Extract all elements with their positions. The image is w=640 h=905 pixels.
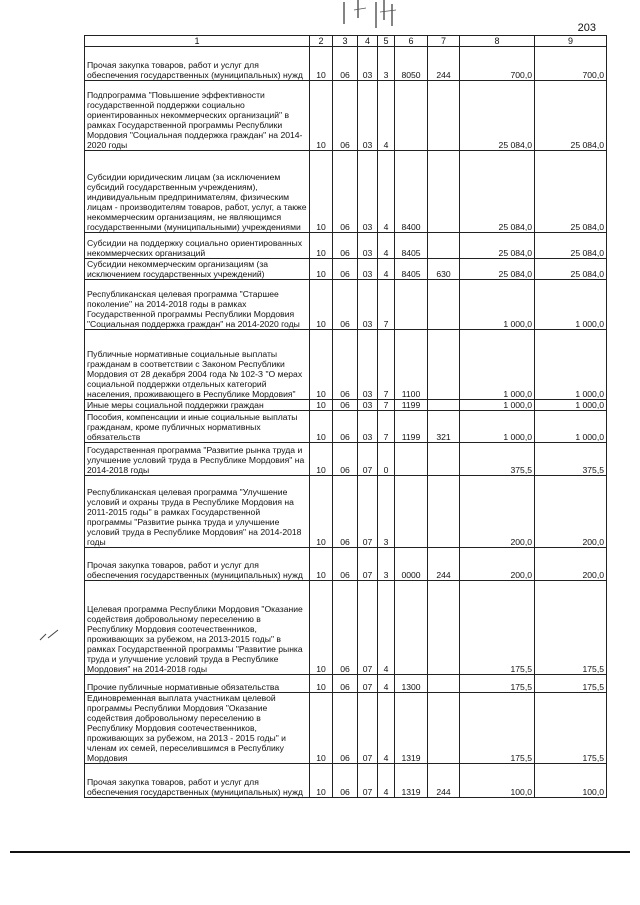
row-value-cell xyxy=(395,280,428,330)
table-row xyxy=(85,548,607,581)
row-value-cell: 8050 xyxy=(395,47,428,81)
row-value-cell: 4 xyxy=(378,581,395,675)
row-value-cell: 10 xyxy=(310,151,333,233)
row-value-cell: 7 xyxy=(378,400,395,411)
row-value-cell: 100,0 xyxy=(460,764,535,798)
row-value-cell: 175,5 xyxy=(535,693,607,764)
row-value-cell xyxy=(428,233,460,259)
column-header: 5 xyxy=(378,36,395,47)
row-value-cell: 8405 xyxy=(395,233,428,259)
table-row xyxy=(85,581,607,675)
row-value-cell: 06 xyxy=(333,47,358,81)
row-value-cell: 4 xyxy=(378,81,395,151)
row-value-cell: 06 xyxy=(333,443,358,476)
row-value-cell: 175,5 xyxy=(535,581,607,675)
row-value-cell: 25 084,0 xyxy=(535,259,607,280)
row-value-cell: 244 xyxy=(428,47,460,81)
row-value-cell: 3 xyxy=(378,476,395,548)
row-value-cell: 10 xyxy=(310,280,333,330)
table-row xyxy=(85,693,607,764)
row-value-cell xyxy=(428,330,460,400)
row-value-cell: 1199 xyxy=(395,411,428,443)
table-row xyxy=(85,81,607,151)
row-value-cell: 07 xyxy=(358,476,378,548)
row-value-cell: 4 xyxy=(378,233,395,259)
row-value-cell: 175,5 xyxy=(460,675,535,693)
table-row xyxy=(85,476,607,548)
row-value-cell: 10 xyxy=(310,81,333,151)
column-header: 4 xyxy=(358,36,378,47)
row-value-cell: 1 000,0 xyxy=(535,280,607,330)
row-value-cell: 4 xyxy=(378,693,395,764)
row-value-cell xyxy=(428,400,460,411)
row-description-cell: Единовременная выплата участникам целевой программы Республики Мордовия "Оказание содействия добровольному переселению в Республику Мордовия соотечественников, проживающих за рубежом, на 2013 - 2015 годы" и членам их семей, переселившимся в Республику Мордовия xyxy=(85,693,310,764)
row-value-cell: 25 084,0 xyxy=(460,259,535,280)
table-row xyxy=(85,280,607,330)
row-value-cell: 06 xyxy=(333,476,358,548)
scan-mark-left xyxy=(38,628,60,642)
row-value-cell: 321 xyxy=(428,411,460,443)
row-value-cell: 4 xyxy=(378,259,395,280)
row-value-cell: 03 xyxy=(358,411,378,443)
row-description-cell: Целевая программа Республики Мордовия "Оказание содействия добровольному переселению в Республику Мордовия соотечественников, проживающих за рубежом, на 2013-2015 годы" в рамках Государственной программы "Развитие рынка труда и улучшение условий труда в Республике Мордовия" на 2014-2018 годы xyxy=(85,581,310,675)
row-value-cell: 06 xyxy=(333,330,358,400)
row-description-cell: Подпрограмма "Повышение эффективности государственной поддержки социально ориентированных некоммерческих организаций" в рамках Государственной программы Республики Мордовия "Социальная поддержка граждан" на 2014-2020 годы xyxy=(85,81,310,151)
row-value-cell: 10 xyxy=(310,400,333,411)
row-value-cell: 8400 xyxy=(395,151,428,233)
row-value-cell: 06 xyxy=(333,581,358,675)
row-value-cell xyxy=(395,581,428,675)
row-description-cell: Публичные нормативные социальные выплаты гражданам в соответствии с Законом Республики Мордовия от 28 декабря 2004 года № 102-З "О мерах социальной поддержки отдельных категорий населения, проживающего в Республике Мордовия" xyxy=(85,330,310,400)
row-value-cell: 03 xyxy=(358,81,378,151)
row-value-cell: 10 xyxy=(310,764,333,798)
row-value-cell: 7 xyxy=(378,411,395,443)
row-value-cell: 3 xyxy=(378,548,395,581)
row-description-cell: Прочая закупка товаров, работ и услуг для обеспечения государственных (муниципальных) нужд xyxy=(85,764,310,798)
row-value-cell: 07 xyxy=(358,443,378,476)
row-value-cell xyxy=(428,280,460,330)
row-value-cell: 630 xyxy=(428,259,460,280)
row-value-cell: 10 xyxy=(310,259,333,280)
row-value-cell: 4 xyxy=(378,675,395,693)
row-value-cell: 06 xyxy=(333,548,358,581)
row-value-cell: 200,0 xyxy=(460,548,535,581)
row-description-cell: Субсидии юридическим лицам (за исключением субсидий государственным учреждениям), индивидуальным предпринимателям, физическим лицам - производителям товаров, работ, услуг, а также некоммерческим организациям, не являющимся государственными (муниципальными) учреждениями xyxy=(85,151,310,233)
row-value-cell: 07 xyxy=(358,548,378,581)
row-value-cell: 244 xyxy=(428,548,460,581)
row-description-cell: Пособия, компенсации и иные социальные выплаты гражданам, кроме публичных нормативных обязательств xyxy=(85,411,310,443)
row-value-cell: 200,0 xyxy=(535,476,607,548)
column-header: 2 xyxy=(310,36,333,47)
row-value-cell: 7 xyxy=(378,330,395,400)
row-value-cell: 175,5 xyxy=(460,581,535,675)
row-value-cell: 1300 xyxy=(395,675,428,693)
row-value-cell: 06 xyxy=(333,764,358,798)
column-header: 1 xyxy=(85,36,310,47)
row-value-cell: 25 084,0 xyxy=(460,233,535,259)
row-value-cell: 700,0 xyxy=(535,47,607,81)
row-description-cell: Республиканская целевая программа "Улучшение условий и охраны труда в Республике Мордовия на 2011-2015 годы" в рамках Государственной программы "Развитие рынка труда и улучшение условий труда в Республике Мордовия" на 2014-2018 годы xyxy=(85,476,310,548)
row-value-cell: 10 xyxy=(310,47,333,81)
row-value-cell: 10 xyxy=(310,330,333,400)
row-value-cell: 1 000,0 xyxy=(460,400,535,411)
row-value-cell: 4 xyxy=(378,151,395,233)
row-value-cell: 25 084,0 xyxy=(535,81,607,151)
row-value-cell: 06 xyxy=(333,151,358,233)
row-value-cell: 244 xyxy=(428,764,460,798)
budget-table xyxy=(84,35,607,798)
row-value-cell: 06 xyxy=(333,693,358,764)
table-row xyxy=(85,411,607,443)
column-header: 3 xyxy=(333,36,358,47)
row-value-cell: 1 000,0 xyxy=(460,411,535,443)
row-value-cell: 06 xyxy=(333,259,358,280)
table-row xyxy=(85,330,607,400)
row-value-cell: 10 xyxy=(310,693,333,764)
row-value-cell: 03 xyxy=(358,233,378,259)
row-value-cell: 06 xyxy=(333,675,358,693)
row-value-cell: 06 xyxy=(333,81,358,151)
table-row xyxy=(85,233,607,259)
row-value-cell: 03 xyxy=(358,280,378,330)
column-header: 6 xyxy=(395,36,428,47)
row-value-cell xyxy=(428,476,460,548)
row-value-cell: 10 xyxy=(310,581,333,675)
row-description-cell: Прочая закупка товаров, работ и услуг для обеспечения государственных (муниципальных) нужд xyxy=(85,47,310,81)
row-description-cell: Прочие публичные нормативные обязательства xyxy=(85,675,310,693)
column-header: 7 xyxy=(428,36,460,47)
row-value-cell: 07 xyxy=(358,581,378,675)
row-value-cell: 06 xyxy=(333,400,358,411)
row-value-cell: 200,0 xyxy=(460,476,535,548)
row-value-cell: 1319 xyxy=(395,693,428,764)
row-value-cell: 03 xyxy=(358,151,378,233)
row-value-cell: 375,5 xyxy=(460,443,535,476)
row-value-cell xyxy=(428,443,460,476)
row-value-cell: 03 xyxy=(358,47,378,81)
row-description-cell: Прочая закупка товаров, работ и услуг для обеспечения государственных (муниципальных) нужд xyxy=(85,548,310,581)
row-value-cell: 8405 xyxy=(395,259,428,280)
column-header: 8 xyxy=(460,36,535,47)
row-description-cell: Республиканская целевая программа "Старшее поколение" на 2014-2018 годы в рамках Государственной программы Республики Мордовия "Социальная поддержка граждан" на 2014-2020 годы xyxy=(85,280,310,330)
row-value-cell: 10 xyxy=(310,233,333,259)
table-header-row xyxy=(85,36,607,47)
row-value-cell xyxy=(428,693,460,764)
table-row xyxy=(85,259,607,280)
row-description-cell: Иные меры социальной поддержки граждан xyxy=(85,400,310,411)
row-value-cell: 10 xyxy=(310,476,333,548)
row-value-cell: 375,5 xyxy=(535,443,607,476)
row-value-cell: 25 084,0 xyxy=(460,81,535,151)
row-value-cell: 25 084,0 xyxy=(460,151,535,233)
row-value-cell: 10 xyxy=(310,675,333,693)
row-value-cell: 07 xyxy=(358,764,378,798)
row-value-cell: 03 xyxy=(358,400,378,411)
row-value-cell: 07 xyxy=(358,675,378,693)
row-value-cell: 7 xyxy=(378,280,395,330)
row-value-cell: 1 000,0 xyxy=(535,400,607,411)
row-value-cell: 1 000,0 xyxy=(460,280,535,330)
row-value-cell: 03 xyxy=(358,259,378,280)
table-row xyxy=(85,764,607,798)
row-value-cell: 3 xyxy=(378,47,395,81)
row-value-cell: 06 xyxy=(333,280,358,330)
row-value-cell: 0000 xyxy=(395,548,428,581)
row-value-cell: 1 000,0 xyxy=(535,411,607,443)
row-value-cell: 06 xyxy=(333,233,358,259)
row-value-cell xyxy=(395,476,428,548)
row-value-cell: 25 084,0 xyxy=(535,233,607,259)
row-value-cell: 175,5 xyxy=(535,675,607,693)
row-value-cell: 700,0 xyxy=(460,47,535,81)
row-value-cell: 1100 xyxy=(395,330,428,400)
table-row xyxy=(85,675,607,693)
row-value-cell xyxy=(395,443,428,476)
row-value-cell: 10 xyxy=(310,548,333,581)
row-value-cell xyxy=(428,675,460,693)
table-row xyxy=(85,47,607,81)
row-value-cell: 07 xyxy=(358,693,378,764)
row-value-cell: 10 xyxy=(310,443,333,476)
row-value-cell: 175,5 xyxy=(460,693,535,764)
row-value-cell: 03 xyxy=(358,330,378,400)
row-value-cell xyxy=(428,81,460,151)
row-value-cell: 1 000,0 xyxy=(460,330,535,400)
row-description-cell: Государственная программа "Развитие рынка труда и улучшение условий труда в Республике Мордовия" на 2014-2018 годы xyxy=(85,443,310,476)
row-value-cell xyxy=(428,581,460,675)
row-value-cell: 1199 xyxy=(395,400,428,411)
row-value-cell xyxy=(395,81,428,151)
table-row xyxy=(85,151,607,233)
scan-mark-top xyxy=(336,0,406,30)
row-value-cell: 1 000,0 xyxy=(535,330,607,400)
page-bottom-rule xyxy=(10,851,630,853)
row-description-cell: Субсидии некоммерческим организациям (за исключением государственных учреждений) xyxy=(85,259,310,280)
row-value-cell: 0 xyxy=(378,443,395,476)
row-value-cell: 06 xyxy=(333,411,358,443)
table-row xyxy=(85,400,607,411)
column-header: 9 xyxy=(535,36,607,47)
row-value-cell: 25 084,0 xyxy=(535,151,607,233)
page-number: 203 xyxy=(577,22,596,34)
row-value-cell xyxy=(428,151,460,233)
table-row xyxy=(85,443,607,476)
row-value-cell: 10 xyxy=(310,411,333,443)
row-value-cell: 100,0 xyxy=(535,764,607,798)
row-description-cell: Субсидии на поддержку социально ориентированных некоммерческих организаций xyxy=(85,233,310,259)
row-value-cell: 200,0 xyxy=(535,548,607,581)
row-value-cell: 1319 xyxy=(395,764,428,798)
row-value-cell: 4 xyxy=(378,764,395,798)
